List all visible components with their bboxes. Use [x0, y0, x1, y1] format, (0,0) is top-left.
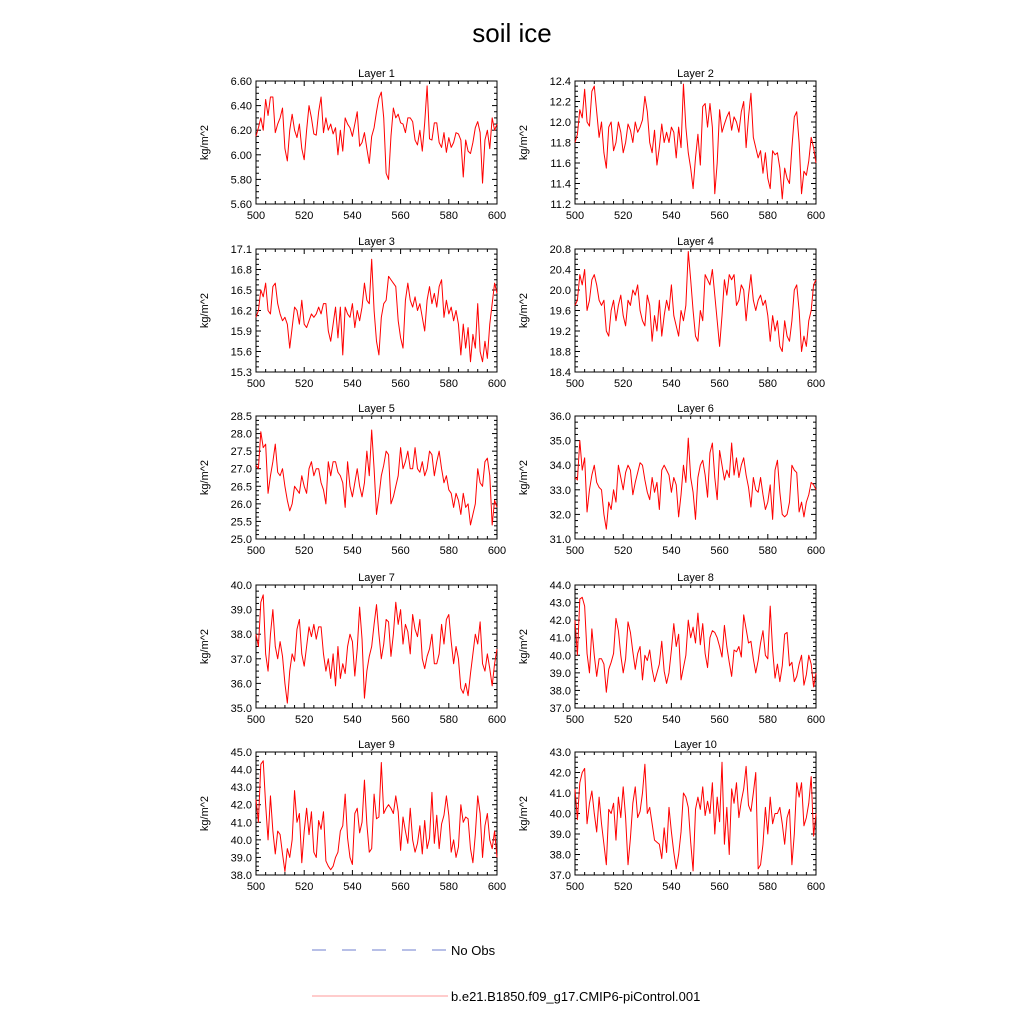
y-tick-label: 11.4 [550, 178, 571, 191]
y-axis-label: kg/m^2 [518, 459, 530, 496]
y-tick-label: 17.1 [230, 244, 252, 256]
panel-layer-2 [518, 68, 825, 222]
y-tick-label: 33.0 [549, 484, 571, 497]
y-tick-label: 25.5 [230, 516, 252, 529]
x-tick-label: 500 [565, 714, 585, 726]
x-tick-label: 520 [614, 881, 633, 893]
y-tick-label: 39.0 [230, 604, 252, 617]
series-line-model-run [256, 259, 497, 362]
series-line-model-run [256, 595, 497, 703]
x-tick-label: 580 [758, 545, 777, 557]
x-tick-label: 500 [565, 210, 585, 222]
y-axis-label: kg/m^2 [518, 795, 530, 832]
y-tick-label: 11.6 [550, 158, 571, 170]
x-tick-label: 580 [439, 881, 458, 893]
y-tick-label: 11.8 [550, 137, 571, 150]
plot-frame [575, 585, 816, 708]
x-tick-label: 540 [662, 210, 681, 222]
x-tick-label: 520 [614, 714, 633, 726]
x-tick-label: 600 [487, 210, 507, 222]
y-tick-label: 12.0 [549, 117, 571, 129]
x-tick-label: 600 [487, 378, 507, 390]
y-axis-label: kg/m^2 [199, 459, 211, 496]
x-tick-label: 500 [246, 545, 266, 557]
y-tick-label: 28.5 [230, 411, 252, 423]
y-tick-label: 36.0 [230, 678, 252, 691]
x-tick-label: 560 [710, 714, 729, 726]
series-line-model-run [575, 762, 816, 871]
x-tick-label: 560 [391, 378, 410, 390]
x-tick-label: 500 [565, 545, 585, 557]
x-tick-label: 600 [806, 378, 826, 390]
y-tick-label: 44.0 [549, 580, 571, 592]
panel-title: Layer 10 [674, 739, 717, 751]
x-tick-label: 580 [439, 378, 458, 390]
x-tick-label: 560 [391, 714, 410, 726]
y-axis-label: kg/m^2 [199, 124, 211, 161]
x-tick-label: 540 [662, 378, 681, 390]
legend-label-no-obs: No Obs [451, 943, 496, 958]
series-line-model-run [256, 430, 497, 525]
y-tick-label: 37.0 [230, 653, 252, 666]
y-tick-label: 42.0 [549, 767, 571, 780]
panel-title: Layer 6 [677, 403, 714, 415]
figure-title: soil ice [472, 18, 552, 48]
x-tick-label: 500 [565, 881, 585, 893]
y-tick-label: 35.0 [549, 435, 571, 448]
plot-frame [256, 752, 497, 875]
y-tick-label: 40.0 [549, 808, 571, 821]
x-tick-label: 600 [487, 881, 507, 893]
x-tick-label: 520 [295, 881, 314, 893]
y-tick-label: 31.0 [549, 534, 571, 546]
panel-layer-3 [199, 236, 506, 390]
y-axis-label: kg/m^2 [518, 292, 530, 329]
x-tick-label: 560 [710, 881, 729, 893]
panel-layer-5 [199, 403, 506, 557]
x-tick-label: 520 [614, 378, 633, 390]
series-line-model-run [256, 761, 497, 872]
y-tick-label: 20.8 [549, 244, 571, 256]
y-axis-label: kg/m^2 [199, 628, 211, 665]
y-tick-label: 15.6 [230, 346, 252, 359]
x-tick-label: 560 [710, 378, 729, 390]
y-tick-label: 41.0 [549, 632, 571, 645]
y-tick-label: 26.5 [230, 481, 252, 494]
y-tick-label: 15.3 [230, 367, 252, 379]
plot-frame [256, 416, 497, 539]
y-tick-label: 6.20 [230, 125, 252, 138]
y-tick-label: 39.0 [230, 852, 252, 865]
y-tick-label: 20.0 [549, 285, 571, 297]
x-tick-label: 560 [710, 545, 729, 557]
y-tick-label: 25.0 [230, 534, 252, 546]
y-tick-label: 16.5 [230, 285, 252, 297]
panel-layer-6 [518, 403, 825, 557]
y-axis-label: kg/m^2 [199, 292, 211, 329]
y-tick-label: 11.2 [550, 199, 571, 211]
y-tick-label: 28.0 [230, 428, 252, 441]
series-line-model-run [575, 84, 816, 199]
x-tick-label: 580 [439, 545, 458, 557]
panel-layer-10 [518, 739, 825, 893]
y-tick-label: 42.0 [230, 799, 252, 812]
y-tick-label: 45.0 [230, 747, 252, 759]
series-line-model-run [256, 86, 497, 183]
x-tick-label: 500 [246, 881, 266, 893]
series-line-model-run [575, 597, 816, 692]
y-tick-label: 20.4 [549, 264, 571, 277]
x-tick-label: 500 [246, 210, 266, 222]
panel-title: Layer 9 [358, 739, 395, 751]
x-tick-label: 520 [295, 378, 314, 390]
legend [312, 943, 700, 1004]
x-tick-label: 540 [343, 378, 362, 390]
x-tick-label: 520 [295, 714, 314, 726]
x-tick-label: 520 [295, 545, 314, 557]
x-tick-label: 580 [758, 378, 777, 390]
y-tick-label: 43.0 [549, 747, 571, 759]
y-tick-label: 36.0 [549, 411, 571, 423]
y-tick-label: 40.0 [549, 650, 571, 663]
x-tick-label: 580 [758, 881, 777, 893]
panel-title: Layer 7 [358, 572, 395, 584]
y-tick-label: 27.0 [230, 463, 252, 476]
x-tick-label: 580 [758, 714, 777, 726]
y-tick-label: 6.40 [230, 100, 252, 113]
y-tick-label: 34.0 [549, 460, 571, 473]
y-tick-label: 38.0 [549, 849, 571, 862]
x-tick-label: 600 [487, 714, 507, 726]
y-tick-label: 19.6 [549, 305, 571, 318]
y-tick-label: 40.0 [230, 834, 252, 847]
x-tick-label: 500 [565, 378, 585, 390]
legend-item-no-obs [312, 943, 496, 958]
panel-title: Layer 1 [358, 68, 395, 80]
y-tick-label: 16.8 [230, 264, 252, 277]
y-tick-label: 5.80 [230, 174, 252, 187]
series-line-model-run [575, 438, 816, 529]
y-tick-label: 26.0 [230, 498, 252, 511]
y-tick-label: 37.0 [549, 703, 571, 715]
panel-title: Layer 4 [677, 236, 714, 248]
panel-title: Layer 3 [358, 236, 395, 248]
x-tick-label: 520 [614, 210, 633, 222]
panel-layer-4 [518, 236, 825, 390]
x-tick-label: 600 [806, 714, 826, 726]
y-tick-label: 42.0 [549, 615, 571, 628]
y-tick-label: 39.0 [549, 667, 571, 680]
x-tick-label: 500 [246, 378, 266, 390]
y-tick-label: 6.00 [230, 149, 252, 162]
y-tick-label: 12.2 [549, 96, 571, 109]
y-tick-label: 18.8 [549, 346, 571, 359]
x-tick-label: 540 [662, 881, 681, 893]
y-tick-label: 39.0 [549, 829, 571, 841]
x-tick-label: 560 [391, 545, 410, 557]
plot-frame [256, 585, 497, 708]
legend-item-model-run [312, 989, 700, 1004]
y-tick-label: 32.0 [549, 509, 571, 522]
x-tick-label: 600 [806, 545, 826, 557]
y-tick-label: 41.0 [549, 788, 571, 800]
y-tick-label: 44.0 [230, 764, 252, 777]
y-tick-label: 43.0 [230, 782, 252, 795]
x-tick-label: 540 [662, 545, 681, 557]
y-axis-label: kg/m^2 [199, 795, 211, 832]
plot-frame [575, 81, 816, 204]
panel-title: Layer 2 [677, 68, 714, 80]
y-tick-label: 37.0 [549, 870, 571, 882]
panel-layer-9 [199, 739, 506, 893]
y-tick-label: 27.5 [230, 446, 252, 459]
y-tick-label: 5.60 [230, 199, 252, 211]
x-tick-label: 540 [662, 714, 681, 726]
y-tick-label: 41.0 [230, 817, 252, 830]
x-tick-label: 600 [487, 545, 507, 557]
y-tick-label: 19.2 [549, 326, 571, 338]
y-tick-label: 38.0 [230, 870, 252, 882]
y-tick-label: 12.4 [549, 76, 571, 88]
y-tick-label: 38.0 [549, 685, 571, 698]
panel-title: Layer 5 [358, 403, 395, 415]
x-tick-label: 520 [614, 545, 633, 557]
y-tick-label: 18.4 [549, 367, 571, 379]
x-tick-label: 580 [439, 714, 458, 726]
y-axis-label: kg/m^2 [518, 124, 530, 161]
y-tick-label: 40.0 [230, 580, 252, 592]
legend-label-model-run: b.e21.B1850.f09_g17.CMIP6-piControl.001 [451, 989, 701, 1004]
x-tick-label: 580 [439, 210, 458, 222]
x-tick-label: 500 [246, 714, 266, 726]
x-tick-label: 540 [343, 881, 362, 893]
y-axis-label: kg/m^2 [518, 628, 530, 665]
x-tick-label: 540 [343, 714, 362, 726]
y-tick-label: 16.2 [230, 305, 252, 318]
panel-title: Layer 8 [677, 572, 714, 584]
x-tick-label: 520 [295, 210, 314, 222]
x-tick-label: 600 [806, 210, 826, 222]
x-tick-label: 560 [391, 881, 410, 893]
panels [199, 68, 825, 893]
y-tick-label: 43.0 [549, 597, 571, 610]
plot-frame [575, 416, 816, 539]
x-tick-label: 560 [710, 210, 729, 222]
x-tick-label: 540 [343, 210, 362, 222]
x-tick-label: 600 [806, 881, 826, 893]
x-tick-label: 540 [343, 545, 362, 557]
y-tick-label: 6.60 [230, 76, 252, 88]
series-line-model-run [575, 252, 816, 352]
panel-layer-8 [518, 572, 825, 726]
y-tick-label: 38.0 [230, 629, 252, 642]
y-tick-label: 35.0 [230, 703, 252, 715]
panel-layer-1 [199, 68, 506, 222]
panel-layer-7 [199, 572, 506, 726]
x-tick-label: 560 [391, 210, 410, 222]
x-tick-label: 580 [758, 210, 777, 222]
y-tick-label: 15.9 [230, 326, 252, 338]
